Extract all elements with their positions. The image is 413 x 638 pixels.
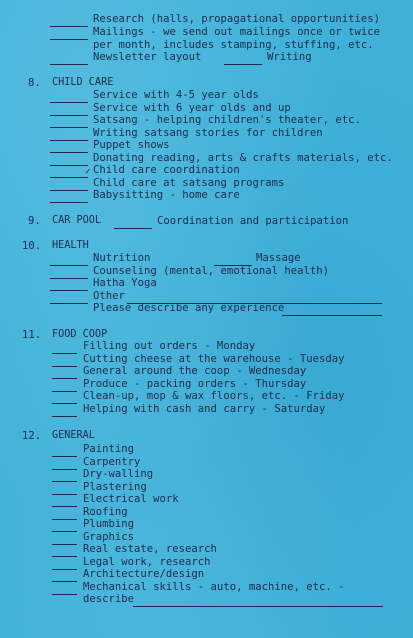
section-number-8: 8. xyxy=(28,77,41,89)
general-item-11: Architecture/design xyxy=(83,568,205,580)
checkbox-food-coop-6[interactable] xyxy=(52,415,77,417)
section-number-9: 9. xyxy=(28,215,41,227)
general-item-5: Electrical work xyxy=(83,493,179,505)
check-mark-icon: ✓ xyxy=(85,167,91,177)
general-item-7: Plumbing xyxy=(83,518,135,530)
checkbox-general-5[interactable] xyxy=(52,505,77,507)
checkbox-child-care-9[interactable] xyxy=(50,201,88,203)
checkbox-general-6[interactable] xyxy=(52,518,77,520)
checkbox-newsletter[interactable] xyxy=(50,63,88,65)
health-item-other: Other xyxy=(93,290,125,302)
checkbox-child-care-8[interactable] xyxy=(50,189,88,191)
checkbox-food-coop-3[interactable] xyxy=(52,377,77,379)
general-item-1: Painting xyxy=(83,443,135,455)
checkbox-general-4[interactable] xyxy=(52,493,77,495)
checkbox-general-7[interactable] xyxy=(52,530,77,532)
checkbox-child-care-6[interactable] xyxy=(50,164,88,166)
general-item-4: Plastering xyxy=(83,481,147,493)
child-care-item-7: Child care coordination xyxy=(93,164,240,176)
describe-experience-fill-line[interactable] xyxy=(282,314,382,316)
health-item-hatha-yoga: Hatha Yoga xyxy=(93,277,157,289)
checkbox-food-coop-2[interactable] xyxy=(52,365,77,367)
checkbox-research[interactable] xyxy=(50,25,88,27)
checkbox-general-1[interactable] xyxy=(52,455,77,457)
checkbox-hatha-yoga[interactable] xyxy=(50,289,88,291)
checkbox-other[interactable] xyxy=(50,302,88,304)
checkbox-mailings[interactable] xyxy=(50,38,88,40)
checkbox-child-care-1[interactable] xyxy=(50,101,88,103)
item-mailings-cont: per month, includes stamping, stuffing, etc. xyxy=(93,38,374,51)
checkbox-car-pool[interactable] xyxy=(114,227,152,229)
car-pool-text: Coordination and participation xyxy=(157,215,349,227)
checkbox-general-12[interactable] xyxy=(52,593,77,595)
section-title-car-pool: CAR POOL xyxy=(52,215,102,226)
checkbox-counseling[interactable] xyxy=(50,277,88,279)
food-coop-item-4: Produce - packing orders - Thursday xyxy=(83,378,307,390)
health-item-massage: Massage xyxy=(256,252,301,264)
health-item-nutrition: Nutrition xyxy=(93,252,151,264)
section-number-10: 10. xyxy=(22,240,42,252)
general-item-9: Real estate, research xyxy=(83,543,217,555)
checkbox-child-care-2[interactable] xyxy=(50,114,88,116)
item-research: Research (halls, propagational opportunities) xyxy=(93,13,381,25)
food-coop-item-1: Filling out orders - Monday xyxy=(83,340,256,352)
general-item-12: Mechanical skills - auto, machine, etc. - xyxy=(83,581,345,593)
child-care-item-9: Babysitting - home care xyxy=(93,189,240,201)
child-care-item-4: Writing satsang stories for children xyxy=(93,127,323,139)
checkbox-child-care-3[interactable] xyxy=(50,126,88,128)
checkbox-child-care-5[interactable] xyxy=(50,151,88,153)
general-item-8: Graphics xyxy=(83,531,135,543)
item-newsletter-layout: Newsletter layout xyxy=(93,51,202,63)
child-care-item-3: Satsang - helping children's theater, etc. xyxy=(93,114,361,126)
mechanical-describe-fill-line[interactable] xyxy=(133,605,383,607)
checkbox-general-2[interactable] xyxy=(52,468,77,470)
food-coop-item-2: Cutting cheese at the warehouse - Tuesday xyxy=(83,353,345,365)
health-item-counseling: Counseling (mental, emotional health) xyxy=(93,265,329,277)
general-item-describe: describe xyxy=(83,593,135,605)
health-item-describe: Please describe any experience xyxy=(93,302,285,314)
food-coop-item-6: Helping with cash and carry - Saturday xyxy=(83,403,326,415)
checkbox-child-care-4[interactable] xyxy=(50,139,88,141)
checkbox-nutrition[interactable] xyxy=(50,264,88,266)
general-item-2: Carpentry xyxy=(83,456,141,468)
checkbox-food-coop-4[interactable] xyxy=(52,390,77,392)
general-item-10: Legal work, research xyxy=(83,556,211,568)
checkbox-general-11[interactable] xyxy=(52,580,77,582)
section-number-11: 11. xyxy=(22,329,42,341)
item-writing: Writing xyxy=(267,51,312,63)
section-title-general: GENERAL xyxy=(52,430,95,441)
child-care-item-6: Donating reading, arts & crafts materials, etc. xyxy=(93,152,393,164)
child-care-item-1: Service with 4-5 year olds xyxy=(93,89,259,101)
food-coop-item-5: Clean-up, mop & wax floors, etc. - Friday xyxy=(83,390,345,402)
general-item-6: Roofing xyxy=(83,506,128,518)
item-mailings: Mailings - we send out mailings once or twice xyxy=(93,26,381,38)
checkbox-general-10[interactable] xyxy=(52,568,77,570)
checkbox-general-3[interactable] xyxy=(52,480,77,482)
checkbox-child-care-7[interactable] xyxy=(50,176,88,178)
child-care-item-2: Service with 6 year olds and up xyxy=(93,102,291,114)
section-number-12: 12. xyxy=(22,430,42,442)
checkbox-food-coop-5[interactable] xyxy=(52,402,77,404)
section-title-food-coop: FOOD COOP xyxy=(52,329,108,340)
section-title-child-care: CHILD CARE xyxy=(52,77,114,88)
food-coop-item-3: General around the coop - Wednesday xyxy=(83,365,307,377)
child-care-item-5: Puppet shows xyxy=(93,139,170,151)
checkbox-food-coop-1[interactable] xyxy=(52,352,77,354)
checkbox-general-9[interactable] xyxy=(52,555,77,557)
checkbox-general-8[interactable] xyxy=(52,543,77,545)
section-title-health: HEALTH xyxy=(52,240,89,251)
child-care-item-8: Child care at satsang programs xyxy=(93,177,285,189)
general-item-3: Dry-walling xyxy=(83,468,154,480)
checkbox-writing[interactable] xyxy=(224,63,262,65)
